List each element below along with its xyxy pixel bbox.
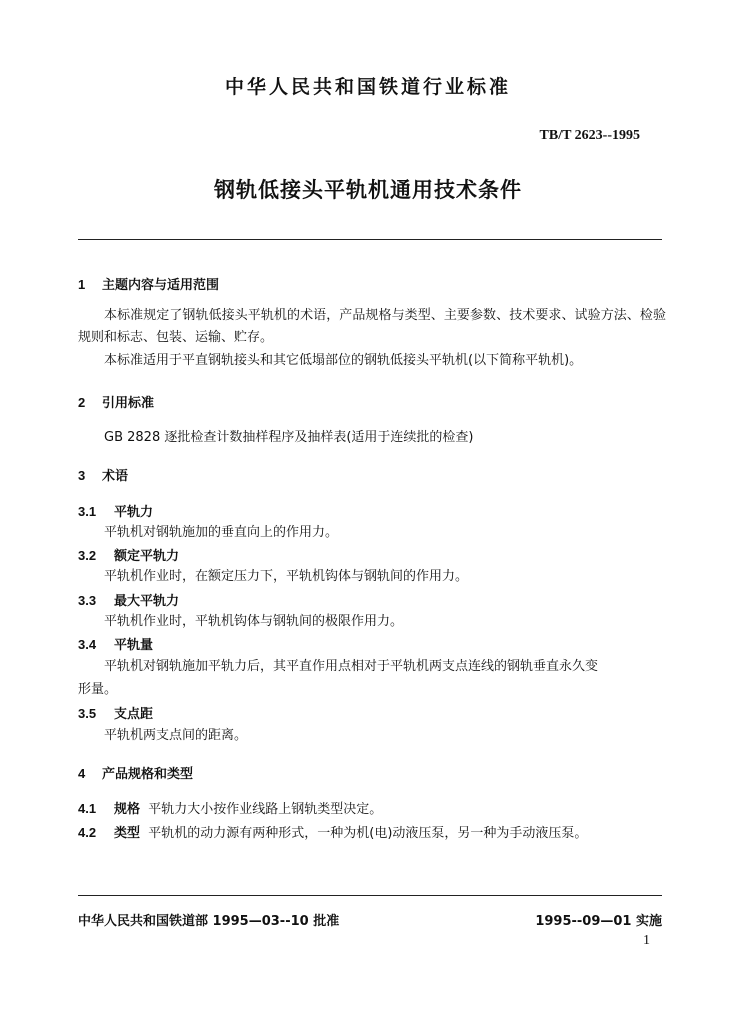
document-title: 钢轨低接头平轨机通用技术条件 bbox=[214, 178, 522, 202]
term-3-5-definition: 平轨机两支点间的距离。 bbox=[104, 728, 248, 743]
section-1-paragraph-2: 本标准适用于平直钢轨接头和其它低塌部位的钢轨低接头平轨机(以下简称平轨机)。 bbox=[104, 353, 583, 368]
standard-category-title: 中华人民共和国铁道行业标准 bbox=[224, 76, 511, 98]
section-number: 4 bbox=[78, 766, 86, 781]
term-3-2-heading: 3.2 额定平轨力 bbox=[78, 548, 180, 564]
section-title: 术语 bbox=[102, 469, 129, 484]
term-3-2-definition: 平轨机作业时，在额定压力下，平轨机钩体与钢轨间的作用力。 bbox=[104, 569, 469, 584]
footer-divider bbox=[78, 895, 662, 896]
term-3-3-definition: 平轨机作业时，平轨机钩体与钢轨间的极限作用力。 bbox=[104, 614, 404, 629]
term-3-4-definition-line-2: 形量。 bbox=[78, 682, 118, 697]
effective-date: 1995--09—01 实施 bbox=[535, 914, 662, 929]
section-1-heading bbox=[78, 274, 219, 293]
section-2-heading bbox=[78, 392, 154, 411]
term-3-1-heading: 3.1 平轨力 bbox=[78, 504, 154, 520]
section-1-paragraph-1: 本标准规定了钢轨低接头平轨机的术语，产品规格与类型、主要参数、技术要求、试验方法、检验规则和标志、包装、运输、贮存。 bbox=[78, 308, 666, 345]
term-3-5-heading: 3.5 支点距 bbox=[78, 706, 154, 722]
section-number: 3 bbox=[78, 468, 86, 483]
item-4-2: 4.2 类型 平轨机的动力源有两种形式，一种为机(电)动液压泵，另一种为手动液压泵。 bbox=[78, 825, 588, 841]
term-3-3-heading: 3.3 最大平轨力 bbox=[78, 593, 180, 609]
section-3-heading bbox=[78, 465, 128, 484]
item-4-1: 4.1 规格 平轨力大小按作业线路上钢轨类型决定。 bbox=[78, 801, 383, 817]
page-number: 1 bbox=[643, 933, 650, 948]
section-title: 产品规格和类型 bbox=[102, 767, 194, 782]
approval-line: 中华人民共和国铁道部 1995—03--10 批准 bbox=[78, 914, 340, 929]
normative-reference: GB 2828 逐批检查计数抽样程序及抽样表(适用于连续批的检查) bbox=[104, 430, 474, 445]
header-divider bbox=[78, 239, 662, 240]
term-3-4-heading: 3.4 平轨量 bbox=[78, 637, 154, 653]
section-title: 引用标准 bbox=[102, 396, 155, 411]
term-3-4-definition-line-1: 平轨机对钢轨施加平轨力后，其平直作用点相对于平轨机两支点连线的钢轨垂直永久变 bbox=[104, 659, 599, 674]
standard-code: TB/T 2623--1995 bbox=[539, 128, 640, 143]
section-number: 1 bbox=[78, 277, 86, 292]
section-4-heading bbox=[78, 763, 193, 782]
section-title: 主题内容与适用范围 bbox=[102, 278, 220, 293]
section-number: 2 bbox=[78, 395, 86, 410]
term-3-1-definition: 平轨机对钢轨施加的垂直向上的作用力。 bbox=[104, 525, 339, 540]
